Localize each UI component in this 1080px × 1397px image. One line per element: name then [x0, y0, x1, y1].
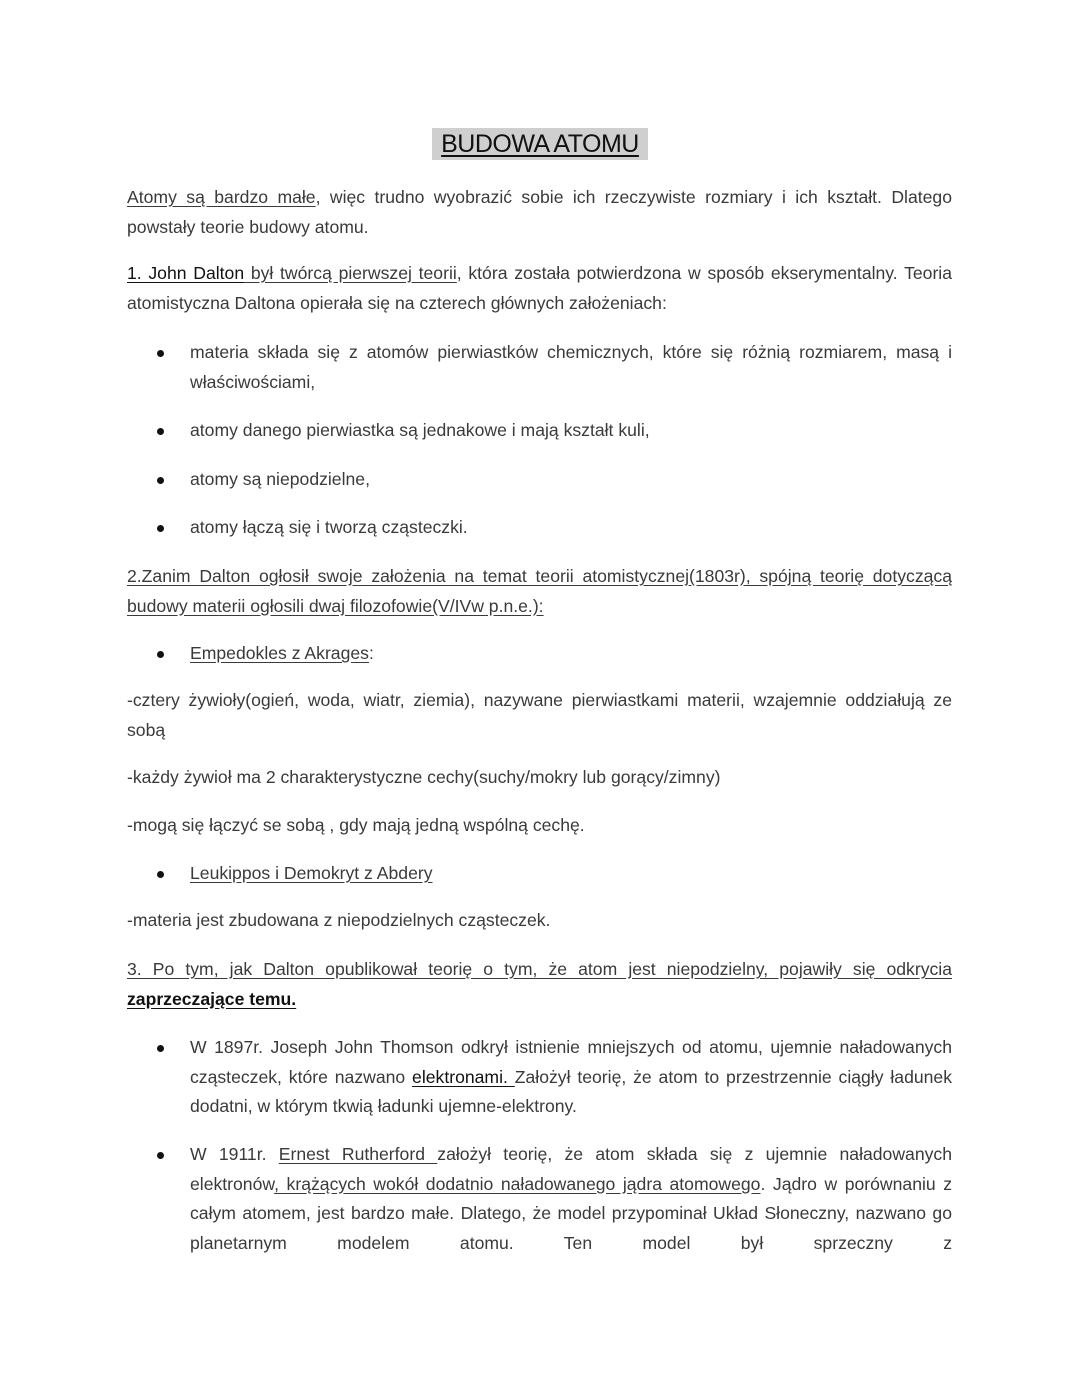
list-item: materia składa się z atomów pierwiastków chemicznych, które się różnią rozmiarem, masą i właściwościami,: [190, 342, 952, 392]
text-line: -mogą się łączyć se sobą , gdy mają jedną wspólną cechę.: [127, 815, 585, 835]
underlined-phrase: elektronami.: [412, 1066, 515, 1087]
philosopher-name: Leukippos i Demokryt z Abdery: [190, 863, 433, 883]
bold-phrase: zaprzeczające temu.: [127, 988, 297, 1009]
text-line: -cztery żywioły(ogień, woda, wiatr, ziemia), nazywane pierwiastkami materii, wzajemnie oddziałują ze sobą: [127, 690, 952, 740]
list-item: [190, 639, 952, 669]
text: W 1911r.: [190, 1144, 279, 1164]
underlined-phrase: był twórcą pierwszej teorii: [244, 263, 457, 283]
section-3-paragraph: [127, 955, 952, 1014]
section-1-heading: 1. John Dalton: [127, 263, 245, 283]
section-2-paragraph: [127, 562, 952, 621]
bullet-icon: [157, 477, 164, 484]
philosopher-name: Empedokles z Akrages: [190, 643, 369, 663]
text: . Jądro w porównaniu z całym atomem, jest bardzo małe. Dlatego, że model przypominał Układ Słoneczny, nazwano go planetarnym modelem atomu. Ten model był sprzeczny z: [190, 1173, 953, 1253]
list-item-thomson: [190, 1033, 952, 1122]
bullet-icon: [157, 428, 164, 435]
text: , więc trudno wyobrazić sobie ich rzeczywiste rozmiary i ich kształt. Dlatego powstały teorie budowy atomu.: [127, 187, 952, 237]
text: W 1897r. Joseph John Thomson odkrył istnienie mniejszych od atomu, ujemnie naładowanych cząsteczek, które nazwano: [190, 1037, 952, 1087]
text: :: [368, 643, 374, 663]
bullet-icon: [157, 350, 164, 357]
underlined-phrase: 2.Zanim Dalton ogłosił swoje założenia na temat teorii atomistycznej(1803r), spójną teorię dotyczącą budowy materii ogłosili dwaj filozofowie(V/IVw p.n.e.):: [127, 566, 952, 616]
text-line: -materia jest zbudowana z niepodzielnych cząsteczek.: [127, 910, 551, 930]
underlined-phrase: Atomy są bardzo małe: [127, 187, 316, 207]
bullet-icon: [157, 871, 164, 878]
list-item: atomy łączą się i tworzą cząsteczki.: [190, 517, 468, 537]
intro-paragraph: [127, 183, 952, 242]
underlined-phrase: 3. Po tym, jak Dalton opublikował teorię o tym, że atom jest niepodzielny, pojawiły się odkrycia: [127, 959, 952, 979]
bullet-icon: [157, 1152, 164, 1159]
underlined-phrase: , krążących wokół dodatnio naładowanego jądra atomowego: [274, 1173, 761, 1194]
text: Założył teorię, że atom to przestrzennie ciągły ładunek dodatni, w którym tkwią ładunki ujemne-elektrony.: [190, 1066, 953, 1117]
section-1-paragraph: [127, 259, 952, 318]
list-item-rutherford: [190, 1140, 952, 1258]
bullet-icon: [157, 525, 164, 532]
list-item: atomy są niepodzielne,: [190, 469, 370, 489]
text-line: -każdy żywioł ma 2 charakterystyczne cechy(suchy/mokry lub gorący/zimny): [127, 767, 721, 787]
list-item: atomy danego pierwiastka są jednakowe i mają kształt kuli,: [190, 420, 650, 440]
bullet-icon: [157, 651, 164, 658]
list-item: [190, 859, 952, 889]
document-title: BUDOWA ATOMU: [432, 128, 648, 160]
text: , która została potwierdzona w sposób ekserymentalny. Teoria atomistyczna Daltona opierała się na czterech głównych założeniach:: [127, 263, 952, 313]
bullet-icon: [157, 1045, 164, 1052]
underlined-phrase: Ernest Rutherford: [278, 1144, 438, 1164]
text: założył teorię, że atom składa się z ujemnie naładowanych elektronów: [190, 1144, 952, 1194]
